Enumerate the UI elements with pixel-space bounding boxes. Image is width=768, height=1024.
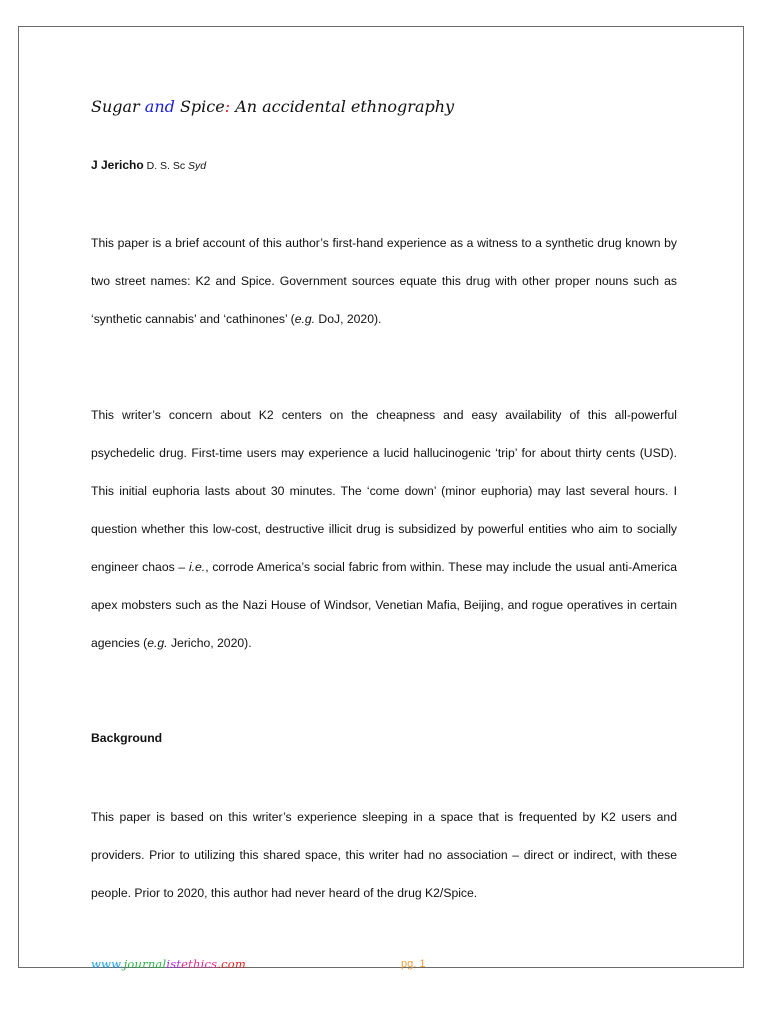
paragraph-intro bbox=[91, 224, 677, 338]
section-heading: Background bbox=[91, 731, 163, 745]
footer-website-link[interactable] bbox=[91, 957, 246, 971]
title-colon: : bbox=[224, 97, 231, 116]
document-title bbox=[91, 97, 454, 116]
paragraph-text: Jericho, 2020). bbox=[167, 636, 252, 650]
paragraph-text: This paper is a brief account of this author’s first-hand experience as a witness to a synthetic drug known by two street names: K2 and Spice. Government sources equate this drug with other proper nouns such as ‘synthetic cannabis’ and ‘cathinones’ ( bbox=[91, 236, 677, 326]
title-text-part: Spice bbox=[174, 97, 225, 116]
author-place: Syd bbox=[188, 160, 207, 172]
author-degree: D. S. Sc bbox=[143, 160, 189, 172]
paragraph-text: , corrode America’s social fabric from within. These may include the usual anti-America apex mobsters such as the Nazi House of Windsor, Venetian Mafia, Beijing, and rogue operatives in certain agencies ( bbox=[91, 560, 677, 650]
paragraph-background: This paper is based on this writer’s experience sleeping in a space that is frequented by K2 users and providers. Prior to utilizing this shared space, this writer had no association – direct or indirect, with these people. Prior to 2020, this author had never heard of the drug K2/Spice. bbox=[91, 810, 677, 900]
paragraph-concern bbox=[91, 396, 677, 662]
page-number: pg. 1 bbox=[401, 958, 426, 970]
document-page bbox=[18, 26, 744, 971]
site-part: journal bbox=[123, 957, 167, 971]
author-name: J Jericho bbox=[91, 158, 144, 172]
site-part: ethics bbox=[181, 957, 218, 971]
title-text-and: and bbox=[144, 97, 175, 116]
paragraph-italic: i.e. bbox=[188, 560, 206, 574]
paragraph-text: DoJ, 2020). bbox=[315, 312, 382, 326]
site-part: ist bbox=[166, 957, 182, 971]
title-text-part: An accidental ethnography bbox=[230, 97, 455, 116]
site-part: www. bbox=[91, 957, 124, 971]
title-text-part: Sugar bbox=[91, 97, 145, 116]
paragraph-text: This writer’s concern about K2 centers on the cheapness and easy availability of this all-powerful psychedelic drug. First-time users may experience a lucid hallucinogenic ‘trip’ for about thirty cents (USD). This initial euphoria lasts about 30 minutes. The ‘come down’ (minor euphoria) may last several hours. I question whether this low-cost, destructive illicit drug is subsidized by powerful entities who aim to socially engineer chaos – bbox=[91, 408, 677, 574]
site-part: .com bbox=[217, 957, 246, 971]
paragraph-italic: e.g. bbox=[294, 312, 316, 326]
author-line bbox=[91, 158, 206, 172]
paragraph-italic: e.g. bbox=[147, 636, 168, 650]
